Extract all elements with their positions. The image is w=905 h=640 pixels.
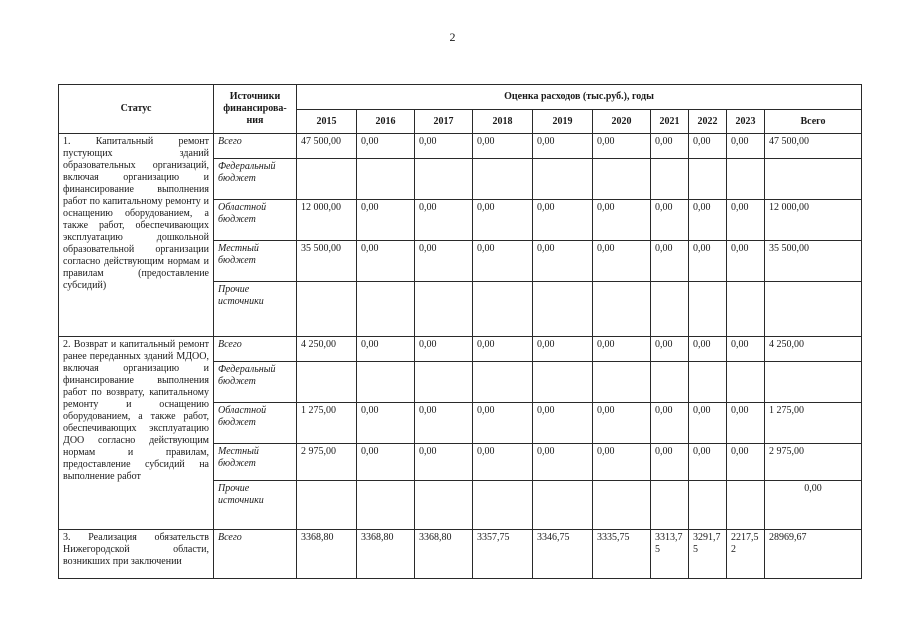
value-cell bbox=[533, 362, 593, 403]
value-cell: 0,00 bbox=[415, 134, 473, 159]
year-header: 2022 bbox=[689, 110, 727, 134]
status-cell: 2. Возврат и капитальный ремонт ранее переданных зданий МДОО, включая организацию и финансирование выполнения работ по возврату, капитальному ремонту и оснащению оборудованием, а также работ, обеспечивающих эксплуатацию ДОО согласно действующим нормам и правилам, предоставление субсидий на выполнение работ bbox=[59, 337, 214, 530]
estimate-header: Оценка расходов (тыс.руб.), годы bbox=[297, 85, 862, 110]
value-cell: 0,00 bbox=[727, 134, 765, 159]
value-cell: 0,00 bbox=[689, 337, 727, 362]
value-cell: 0,00 bbox=[593, 200, 651, 241]
value-cell: 0,00 bbox=[651, 403, 689, 444]
status-cell: 1. Капитальный ремонт пустующих зданий образовательных организаций, включая организацию и финансирование выполнения работ по капитальному ремонту и оснащению оборудованием, а также работ, обеспечивающих эксплуатацию дошкольной образовательной организации согласно действующим нормам и правилам (предоставление субсидий) bbox=[59, 134, 214, 337]
value-cell: 0,00 bbox=[651, 444, 689, 481]
value-cell bbox=[357, 481, 415, 530]
value-cell: 0,00 bbox=[593, 134, 651, 159]
value-cell bbox=[473, 362, 533, 403]
total-cell bbox=[765, 159, 862, 200]
value-cell: 0,00 bbox=[593, 337, 651, 362]
value-cell bbox=[415, 481, 473, 530]
value-cell bbox=[689, 362, 727, 403]
value-cell: 0,00 bbox=[357, 134, 415, 159]
value-cell: 0,00 bbox=[651, 134, 689, 159]
value-cell: 47 500,00 bbox=[297, 134, 357, 159]
value-cell bbox=[357, 159, 415, 200]
value-cell: 4 250,00 bbox=[297, 337, 357, 362]
table-row bbox=[59, 530, 862, 579]
value-cell bbox=[727, 159, 765, 200]
value-cell: 3368,80 bbox=[297, 530, 357, 579]
page-number: 2 bbox=[449, 30, 456, 44]
value-cell bbox=[651, 159, 689, 200]
total-cell: 0,00 bbox=[765, 481, 862, 530]
value-cell: 3346,75 bbox=[533, 530, 593, 579]
value-cell: 0,00 bbox=[727, 403, 765, 444]
table-row bbox=[59, 134, 862, 159]
value-cell bbox=[651, 282, 689, 337]
value-cell: 0,00 bbox=[727, 444, 765, 481]
value-cell: 0,00 bbox=[727, 337, 765, 362]
value-cell bbox=[689, 159, 727, 200]
value-cell: 0,00 bbox=[651, 337, 689, 362]
value-cell: 0,00 bbox=[357, 403, 415, 444]
year-header: 2018 bbox=[473, 110, 533, 134]
value-cell: 0,00 bbox=[727, 241, 765, 282]
year-header: 2015 bbox=[297, 110, 357, 134]
value-cell bbox=[651, 362, 689, 403]
total-cell: 35 500,00 bbox=[765, 241, 862, 282]
total-cell: 28969,67 bbox=[765, 530, 862, 579]
total-cell bbox=[765, 282, 862, 337]
value-cell: 0,00 bbox=[357, 200, 415, 241]
year-header: 2019 bbox=[533, 110, 593, 134]
value-cell bbox=[415, 362, 473, 403]
source-cell: Прочие источники bbox=[214, 481, 297, 530]
value-cell bbox=[357, 282, 415, 337]
total-cell: 12 000,00 bbox=[765, 200, 862, 241]
value-cell bbox=[297, 481, 357, 530]
value-cell: 0,00 bbox=[415, 337, 473, 362]
value-cell: 0,00 bbox=[473, 337, 533, 362]
total-cell bbox=[765, 362, 862, 403]
total-cell: 47 500,00 bbox=[765, 134, 862, 159]
value-cell: 3313,75 bbox=[651, 530, 689, 579]
value-cell bbox=[727, 282, 765, 337]
value-cell bbox=[297, 362, 357, 403]
source-cell: Прочие источники bbox=[214, 282, 297, 337]
value-cell bbox=[727, 481, 765, 530]
value-cell bbox=[533, 282, 593, 337]
source-cell: Федеральный бюджет bbox=[214, 362, 297, 403]
value-cell: 3368,80 bbox=[357, 530, 415, 579]
value-cell: 0,00 bbox=[651, 241, 689, 282]
year-header: 2017 bbox=[415, 110, 473, 134]
status-header: Статус bbox=[59, 85, 214, 134]
value-cell: 0,00 bbox=[533, 403, 593, 444]
source-cell: Всего bbox=[214, 530, 297, 579]
value-cell: 0,00 bbox=[533, 134, 593, 159]
value-cell: 0,00 bbox=[473, 134, 533, 159]
table-row bbox=[59, 337, 862, 362]
value-cell bbox=[473, 481, 533, 530]
value-cell: 0,00 bbox=[533, 444, 593, 481]
source-cell: Местный бюджет bbox=[214, 444, 297, 481]
value-cell bbox=[593, 159, 651, 200]
value-cell: 0,00 bbox=[593, 444, 651, 481]
value-cell: 0,00 bbox=[473, 403, 533, 444]
value-cell bbox=[415, 282, 473, 337]
value-cell: 0,00 bbox=[473, 241, 533, 282]
value-cell: 2 975,00 bbox=[297, 444, 357, 481]
value-cell bbox=[297, 282, 357, 337]
budget-table bbox=[58, 84, 862, 579]
value-cell bbox=[593, 481, 651, 530]
value-cell: 1 275,00 bbox=[297, 403, 357, 444]
value-cell bbox=[533, 481, 593, 530]
source-cell: Федеральный бюджет bbox=[214, 159, 297, 200]
value-cell bbox=[473, 159, 533, 200]
total-cell: 1 275,00 bbox=[765, 403, 862, 444]
value-cell: 0,00 bbox=[533, 337, 593, 362]
value-cell: 0,00 bbox=[533, 241, 593, 282]
value-cell: 0,00 bbox=[473, 444, 533, 481]
value-cell bbox=[727, 362, 765, 403]
value-cell: 0,00 bbox=[689, 403, 727, 444]
source-cell: Областной бюджет bbox=[214, 200, 297, 241]
value-cell: 0,00 bbox=[689, 444, 727, 481]
value-cell bbox=[415, 159, 473, 200]
status-cell: 3. Реализация обязательств Нижегородской области, возникших при заключении bbox=[59, 530, 214, 579]
value-cell: 0,00 bbox=[689, 241, 727, 282]
value-cell: 0,00 bbox=[689, 200, 727, 241]
source-cell: Всего bbox=[214, 337, 297, 362]
year-header: 2021 bbox=[651, 110, 689, 134]
value-cell: 0,00 bbox=[689, 134, 727, 159]
total-header: Всего bbox=[765, 110, 862, 134]
value-cell: 2217,52 bbox=[727, 530, 765, 579]
value-cell: 3291,75 bbox=[689, 530, 727, 579]
value-cell: 0,00 bbox=[415, 200, 473, 241]
value-cell: 0,00 bbox=[593, 403, 651, 444]
value-cell: 35 500,00 bbox=[297, 241, 357, 282]
year-header: 2016 bbox=[357, 110, 415, 134]
source-cell: Областной бюджет bbox=[214, 403, 297, 444]
source-cell: Всего bbox=[214, 134, 297, 159]
total-cell: 2 975,00 bbox=[765, 444, 862, 481]
value-cell: 12 000,00 bbox=[297, 200, 357, 241]
value-cell: 0,00 bbox=[593, 241, 651, 282]
value-cell: 0,00 bbox=[357, 444, 415, 481]
value-cell bbox=[357, 362, 415, 403]
value-cell: 3368,80 bbox=[415, 530, 473, 579]
value-cell: 0,00 bbox=[357, 241, 415, 282]
total-cell: 4 250,00 bbox=[765, 337, 862, 362]
year-header: 2023 bbox=[727, 110, 765, 134]
value-cell bbox=[533, 159, 593, 200]
value-cell: 0,00 bbox=[415, 403, 473, 444]
year-header: 2020 bbox=[593, 110, 651, 134]
value-cell bbox=[651, 481, 689, 530]
value-cell: 0,00 bbox=[415, 241, 473, 282]
value-cell bbox=[297, 159, 357, 200]
value-cell: 0,00 bbox=[533, 200, 593, 241]
value-cell bbox=[593, 362, 651, 403]
sources-header: Источники финансирова-ния bbox=[214, 85, 297, 134]
value-cell: 0,00 bbox=[473, 200, 533, 241]
value-cell: 0,00 bbox=[651, 200, 689, 241]
source-cell: Местный бюджет bbox=[214, 241, 297, 282]
value-cell: 3357,75 bbox=[473, 530, 533, 579]
value-cell bbox=[593, 282, 651, 337]
value-cell bbox=[473, 282, 533, 337]
value-cell bbox=[689, 481, 727, 530]
value-cell: 0,00 bbox=[415, 444, 473, 481]
value-cell: 0,00 bbox=[727, 200, 765, 241]
value-cell: 3335,75 bbox=[593, 530, 651, 579]
value-cell: 0,00 bbox=[357, 337, 415, 362]
value-cell bbox=[689, 282, 727, 337]
